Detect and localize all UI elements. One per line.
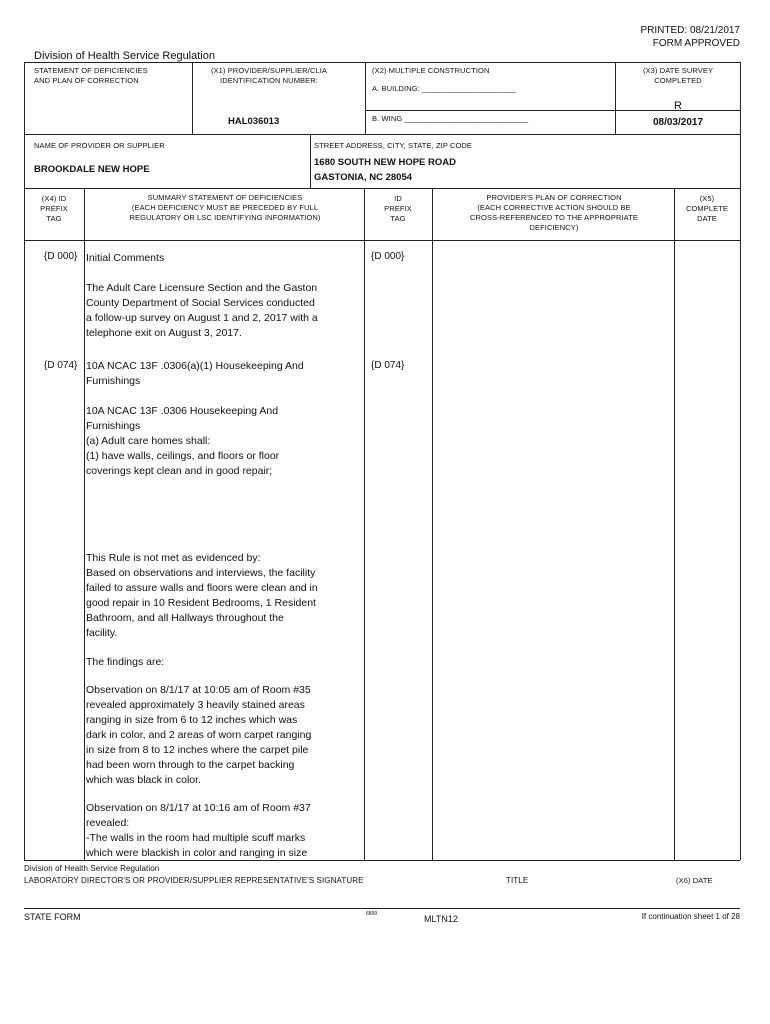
not-met-paragraph: This Rule is not met as evidenced by: Based on observations and interviews, the facility failed to assure walls and floors were clean and in good repair in 10 Resident Bedrooms, 1 Resident Bathroom, and all Hallways throughout the facility. [86, 552, 318, 639]
x1-label: (X1) PROVIDER/SUPPLIER/CLIA IDENTIFICATION NUMBER: [210, 66, 328, 85]
form-number: 6899 [366, 911, 378, 917]
tag-d000: {D 000} [44, 251, 78, 262]
d074-title: 10A NCAC 13F .0306(a)(1) Housekeeping And Furnishings [86, 360, 304, 387]
signature-label: LABORATORY DIRECTOR'S OR PROVIDER/SUPPLIER REPRESENTATIVE'S SIGNATURE [24, 876, 364, 885]
x2-label: (X2) MULTIPLE CONSTRUCTION [372, 66, 490, 75]
rule-text: 10A NCAC 13F .0306 Housekeeping And Furnishings (a) Adult care homes shall: (1) have walls, ceilings, and floors or floor coverings kept clean and in good repair; [86, 405, 280, 477]
tag-d074: {D 074} [44, 360, 78, 371]
x6-date-label: (X6) DATE [676, 876, 713, 885]
plan-header: PROVIDER'S PLAN OF CORRECTION (EACH CORRECTIVE ACTION SHOULD BE CROSS-REFERENCED TO THE APPROPRIATE DEFICIENCY) [470, 193, 638, 232]
provider-name: BROOKDALE NEW HOPE [34, 164, 150, 175]
id-tag-d074: {D 074} [371, 360, 405, 371]
event-id: MLTN12 [424, 914, 458, 924]
observation-room37: Observation on 8/1/17 at 10:16 am of Room #37 revealed: -The walls in the room had multiple scuff marks which were blackish in color and ranging in size [86, 802, 311, 859]
observation-room35: Observation on 8/1/17 at 10:05 am of Room #35 revealed approximately 3 heavily stained areas ranging in size from 6 to 12 inches which was dark in color, and 2 areas of worn carpet ranging in size from 8 to 12 inches where the carpet pile had been worn through to the carpet backing which was black in color. [86, 684, 312, 786]
initial-comments: Initial Comments [86, 252, 165, 264]
survey-r: R [674, 100, 682, 112]
x5-header: (X5) COMPLETE DATE [685, 194, 729, 223]
division-title: Division of Health Service Regulation [34, 50, 215, 62]
footer-division: Division of Health Service Regulation [24, 864, 160, 873]
id-tag-d000: {D 000} [371, 251, 405, 262]
x3-label: (X3) DATE SURVEY COMPLETED [642, 66, 714, 85]
survey-date: 08/03/2017 [652, 117, 704, 128]
address-line2: GASTONIA, NC 28054 [314, 172, 413, 183]
continuation-sheet: If continuation sheet 1 of 28 [641, 912, 740, 921]
intro-paragraph: The Adult Care Licensure Section and the Gaston County Department of Social Services conducted a follow-up survey on August 1 and 2, 2017 with a telephone exit on August 3, 2017. [86, 282, 318, 339]
title-label: TITLE [506, 876, 529, 885]
wing-label: B. WING _____________________________ [372, 114, 529, 123]
provider-label: NAME OF PROVIDER OR SUPPLIER [34, 141, 165, 150]
summary-header: SUMMARY STATEMENT OF DEFICIENCIES (EACH DEFICIENCY MUST BE PRECEDED BY FULL REGULATORY OR LSC IDENTIFYING INFORMATION) [129, 193, 321, 222]
form-approved: FORM APPROVED [652, 38, 740, 49]
id-header: ID PREFIX TAG [384, 194, 412, 223]
findings-label: The findings are: [86, 656, 165, 668]
statement-label: STATEMENT OF DEFICIENCIES AND PLAN OF CORRECTION [34, 66, 148, 85]
address-line1: 1680 SOUTH NEW HOPE ROAD [314, 157, 456, 168]
printed-date: PRINTED: 08/21/2017 [640, 25, 740, 36]
id-number: HAL036013 [228, 116, 280, 127]
state-form-label: STATE FORM [24, 912, 81, 922]
building-label: A. BUILDING: ______________________ [372, 84, 517, 93]
street-label: STREET ADDRESS, CITY, STATE, ZIP CODE [314, 141, 473, 150]
x4-header: (X4) ID PREFIX TAG [40, 194, 68, 223]
